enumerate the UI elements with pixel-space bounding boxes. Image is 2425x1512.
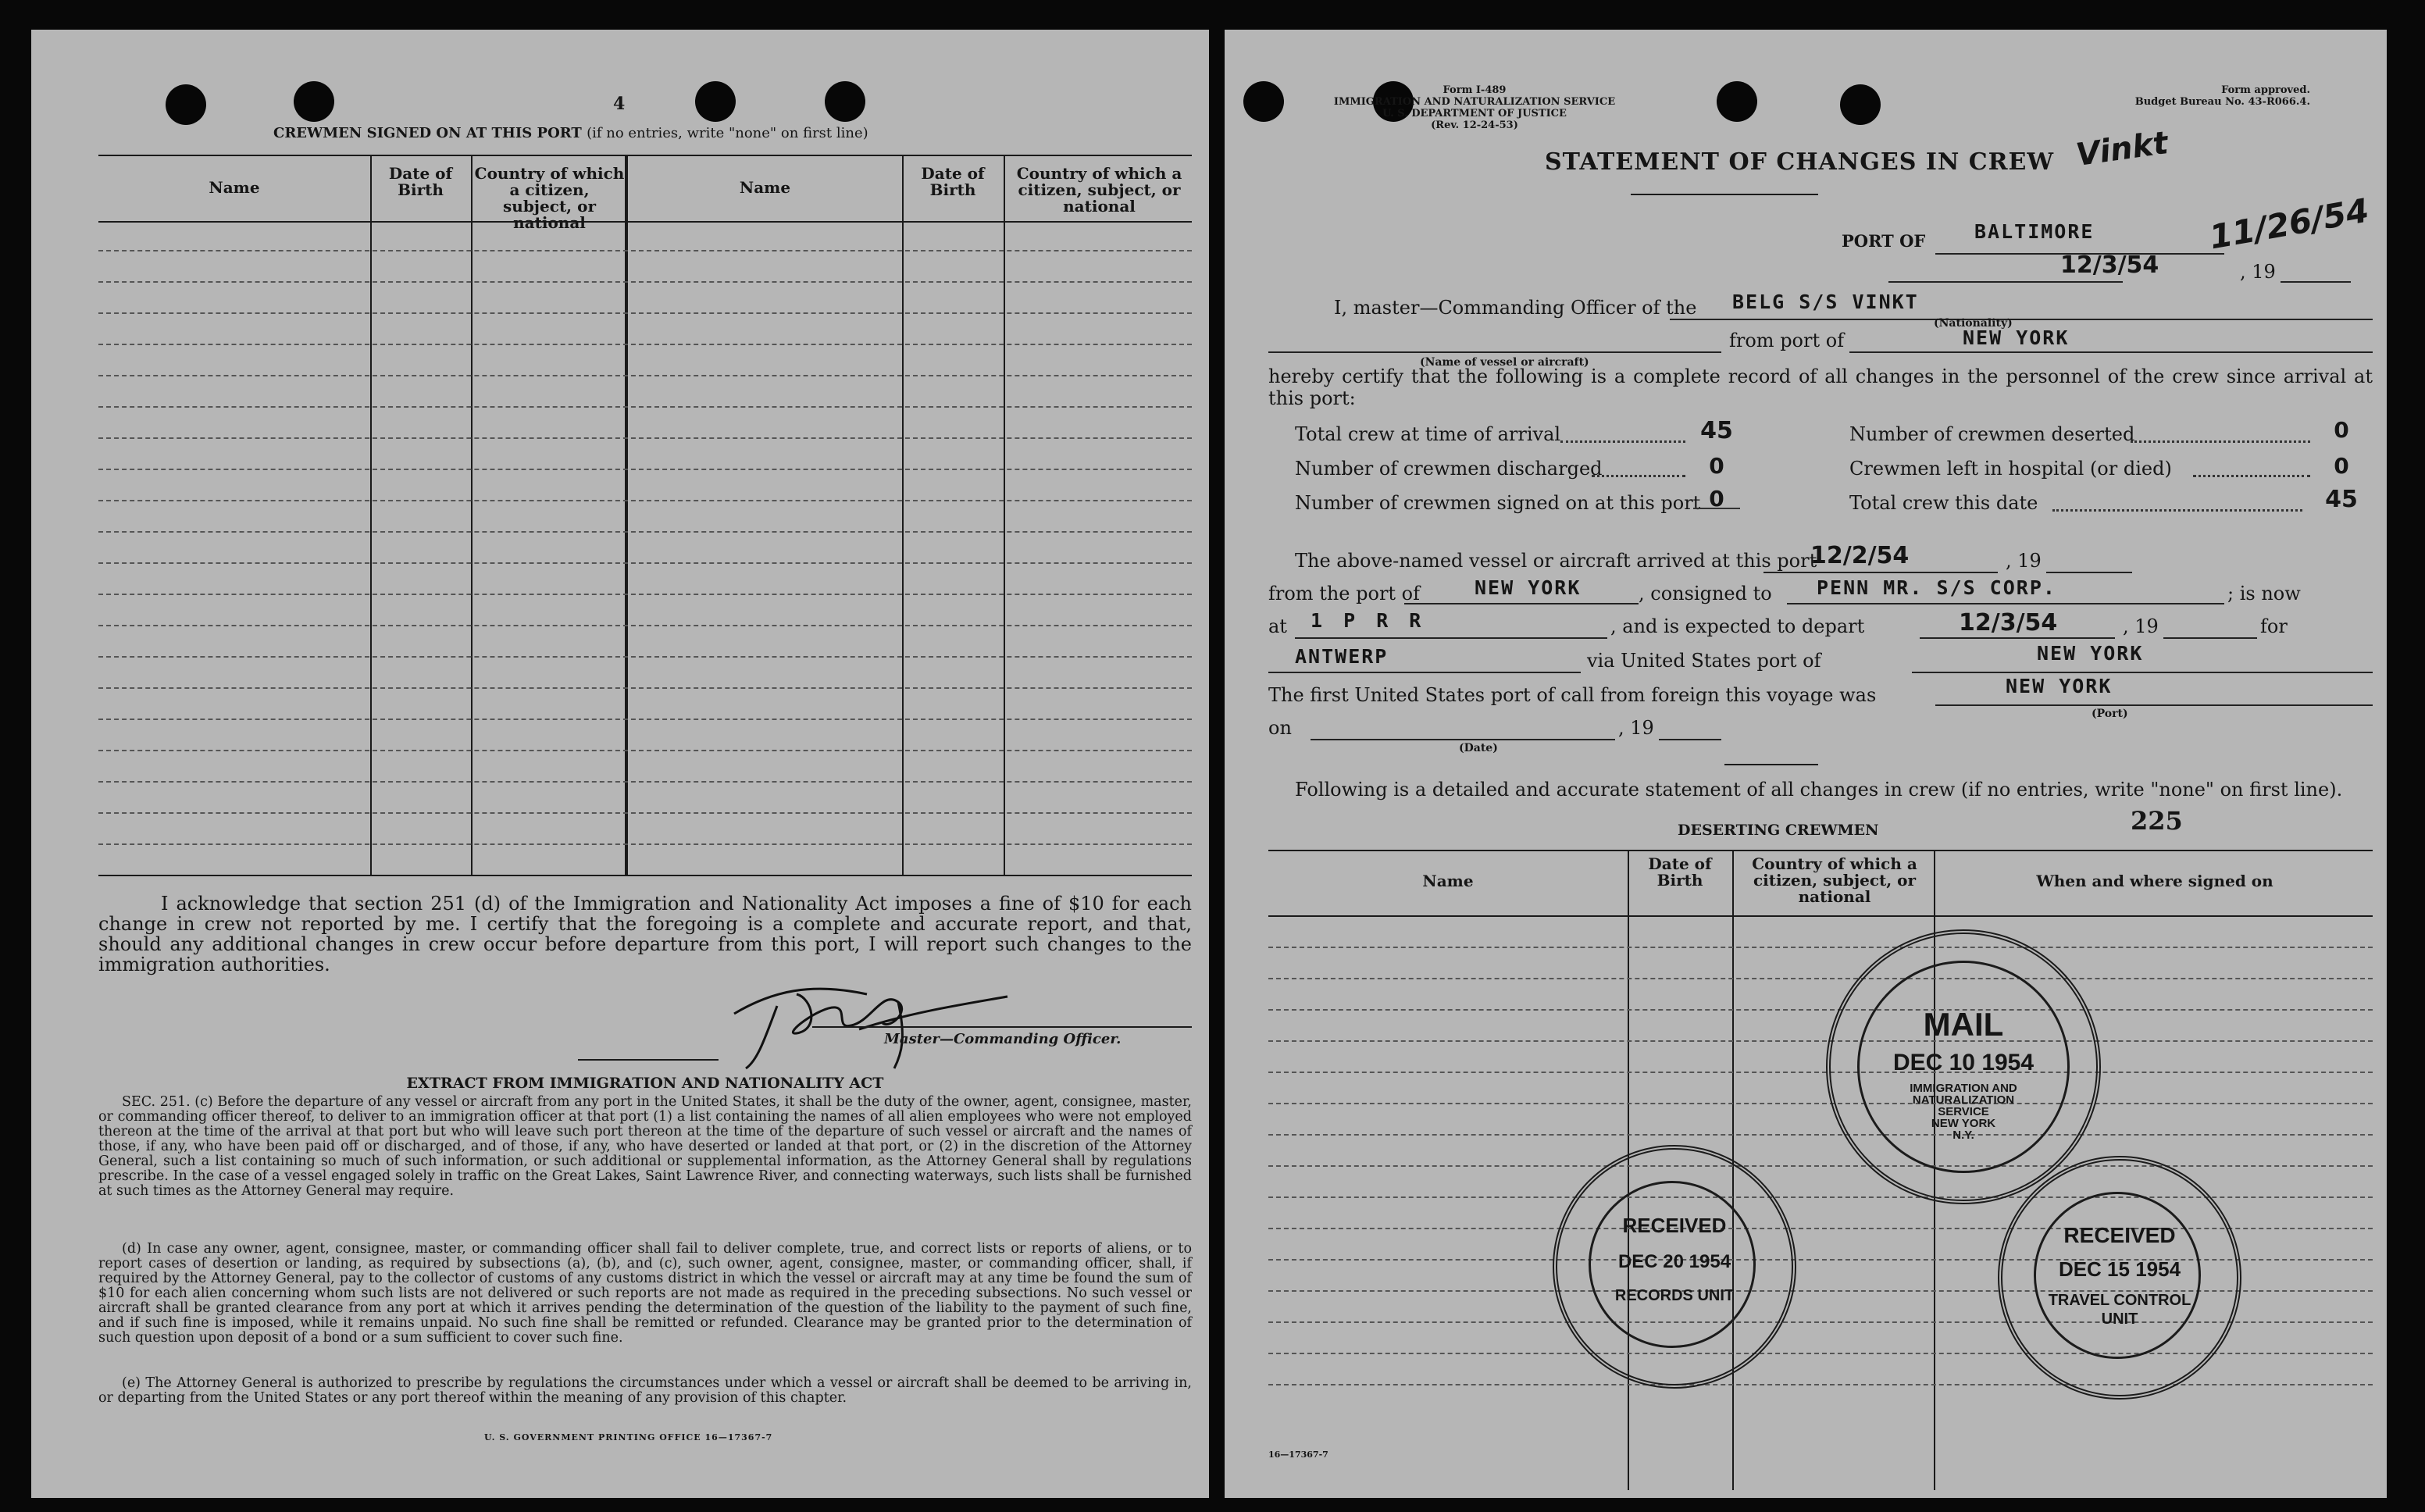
table-row [98, 344, 1192, 345]
table-row [1268, 1384, 2373, 1385]
date-caption: (Date) [1459, 742, 1498, 754]
deserting-title: DESERTING CREWMEN [1678, 822, 1879, 839]
from-the-port-label: from the port of [1268, 583, 1421, 604]
first-port-underline [1935, 704, 2373, 706]
punch-hole [166, 84, 206, 125]
total-label: Number of crewmen deserted [1849, 423, 2135, 445]
revision: (Rev. 12-24-53) [1431, 119, 1518, 131]
stamp-title: MAIL [1923, 1006, 2004, 1043]
extract-paragraph: (d) In case any owner, agent, consignee, master, or commanding officer shall fail to deliver complete, true, and correct lists or reports of aliens, or to report cases of desertion or landing, as required by subsections (a), (b), and (c), such owner, agent, consignee, master, or commanding officer, shall, if required by the Attorney General, pay to the collector of customs of any customs district in which the vessel or aircraft may at any time be found the sum of $10 for each alien concerning whom such lists are not delivered or such reports are not made as required in the preceding subsections. No such vessel or aircraft shall be granted clearance from any port at which it arrives pending the determination of the question of the liability to the payment of such fine, and if such fine is imposed, while it remains unpaid. No such fine shall be remitted or refunded. Clearance may be granted prior to the determination of such question upon deposit of a bond or a sum sufficient to cover such fine. [98, 1241, 1192, 1346]
table-border [98, 221, 1192, 223]
table-row [98, 656, 1192, 658]
table-row [98, 312, 1192, 314]
on-underline [1311, 739, 1615, 740]
table-row [98, 594, 1192, 595]
table-divider [902, 155, 904, 875]
title-underline [1631, 194, 1818, 195]
first-port-value: NEW YORK [2006, 675, 2113, 697]
for-value: ANTWERP [1295, 645, 1389, 668]
form-header [1271, 84, 1678, 131]
depart-underline [1920, 637, 2115, 639]
year-underline [1659, 739, 1721, 740]
approval-line: Form approved. [2221, 84, 2310, 96]
table-border [98, 155, 1192, 156]
column-header-birth: Date of Birth [388, 164, 453, 199]
table-border [98, 875, 1192, 876]
certify-text: hereby certify that the following is a complete record of all changes in the personnel of the crew since arrival at this port: [1268, 366, 2373, 409]
table-row [98, 719, 1192, 720]
table-row [98, 375, 1192, 376]
table-row [98, 250, 1192, 251]
via-label: via United States port of [1587, 650, 1821, 672]
handwritten-name: Vinkt [2074, 125, 2170, 173]
column-header-country: Country of which a citizen, subject, or national [1016, 164, 1182, 216]
table-divider [625, 155, 628, 875]
column-header-birth: Date of Birth [921, 164, 985, 199]
punch-hole [1840, 84, 1881, 125]
total-value: 0 [2334, 453, 2349, 479]
total-label: Crewmen left in hospital (or died) [1849, 458, 2172, 480]
table-row [98, 843, 1192, 845]
date-value: 12/3/54 [2060, 251, 2159, 279]
vessel-underline [1670, 319, 2373, 320]
consigned-label: , consigned to [1639, 583, 1772, 604]
first-port-label: The first United States port of call from foreign this voyage was [1268, 684, 1877, 706]
table-row [98, 281, 1192, 283]
stamp-line: IMMIGRATION AND [1910, 1082, 2017, 1095]
column-header-country: Country of which a citizen, subject, or national [474, 164, 625, 232]
consigned-underline [1787, 603, 2224, 604]
via-underline [1912, 672, 2373, 673]
total-label: Total crew at time of arrival [1295, 423, 1561, 445]
section-heading [273, 125, 868, 141]
stamp-date: DEC 20 1954 [1617, 1251, 1731, 1272]
table-divider [471, 155, 473, 875]
stamp-date: DEC 10 1954 [1892, 1050, 2035, 1075]
column-header-signed-on: When and where signed on [2036, 872, 2273, 890]
right-page [1225, 30, 2387, 1498]
table-row [98, 531, 1192, 533]
stamp-date: DEC 15 1954 [2058, 1257, 2181, 1281]
from-the-port-value: NEW YORK [1475, 576, 1582, 599]
table-row [1268, 1009, 2373, 1011]
extract-paragraph: SEC. 251. (c) Before the departure of any vessel or aircraft from any port in the United States, it shall be the duty of the owner, agent, consignee, master, or commanding officer thereof, to deliver to an immigration officer at that port (1) a list containing the names of all alien employees who were not employed thereon at the time of the arrival at that port but who will leave such port thereon at the time of the departure of such vessel or aircraft and the names of those, if any, who have been paid off or discharged, and of those, if any, who have deserted or landed at that port, or (2) in the discretion of the Attorney General, such a list containing so much of such information, or such additional or supplemental information, as the Attorney General shall by regulations prescribe. In the case of a vessel engaged solely in traffic on the Great Lakes, Saint Lawrence River, and connecting waterways, such lists shall be furnished at such times as the Attorney General may require. [98, 1094, 1192, 1199]
from-port-value: NEW YORK [1963, 326, 2070, 349]
year-underline [2163, 637, 2257, 639]
table-row [98, 500, 1192, 501]
total-value: 0 [2334, 417, 2349, 443]
is-now-label: ; is now [2227, 583, 2301, 604]
date-suffix: , 19 [2240, 261, 2276, 283]
for-label: for [2260, 615, 2288, 637]
divider [578, 1059, 719, 1061]
vessel-value: BELG S/S VINKT [1732, 291, 1919, 313]
stamp-unit: UNIT [2101, 1311, 2138, 1328]
table-row [1268, 1072, 2373, 1073]
at-value: 1 P R R [1311, 609, 1426, 632]
from-the-port-underline [1404, 603, 1639, 604]
table-row [98, 687, 1192, 689]
extract-paragraph: (e) The Attorney General is authorized to prescribe by regulations the circumstances under which a vessel or aircraft shall be deemed to be arriving in, or departing from the United States or any port thereof within the meaning of any provision of this chapter. [98, 1375, 1192, 1406]
stamp-line: N.Y. [1952, 1129, 1974, 1142]
total-value: 0 [1709, 486, 1724, 512]
form-number: Form I-489 [1443, 84, 1507, 96]
arrived-underline [1763, 572, 1998, 573]
table-row [98, 406, 1192, 408]
total-value: 0 [1709, 453, 1724, 479]
nationality-caption: (Nationality) [1934, 317, 2013, 330]
port-label: PORT OF [1842, 231, 1926, 251]
stamp-unit: TRAVEL CONTROL [2048, 1292, 2191, 1309]
agency-name: IMMIGRATION AND NATURALIZATION SERVICE [1333, 96, 1616, 108]
acknowledgment-text: I acknowledge that section 251 (d) of the Immigration and Nationality Act imposes a fine of $10 for each change in crew not reported by me. I certify that the foregoing is a complete and accurate report, and that, should any additional changes in crew occur before departure from this port, I will report such changes to the immigration authorities. [98, 893, 1192, 975]
handwritten-date: 11/26/54 [2206, 191, 2372, 257]
table-row [98, 781, 1192, 783]
printer-line: U. S. GOVERNMENT PRINTING OFFICE 16—17367-7 [484, 1432, 773, 1442]
year-prefix: , 19 [2123, 615, 2159, 637]
leader-dots [2131, 425, 2310, 443]
table-divider [1004, 155, 1005, 875]
extract-title: EXTRACT FROM IMMIGRATION AND NATIONALITY ACT [406, 1075, 884, 1092]
via-value: NEW YORK [2037, 642, 2144, 665]
table-row [98, 625, 1192, 626]
table-border [1268, 850, 2373, 851]
from-port-label: from port of [1729, 330, 1845, 351]
column-header-birth: Date of Birth [1648, 854, 1712, 890]
table-row [1268, 947, 2373, 948]
divider [1724, 764, 1818, 765]
section-title: CREWMEN SIGNED ON AT THIS PORT [273, 125, 582, 141]
expected-label: , and is expected to depart [1610, 615, 1865, 637]
table-row [98, 750, 1192, 751]
date-underline [1888, 281, 2123, 283]
travel-control-stamp [1998, 1156, 2241, 1400]
department-name: U. S. DEPARTMENT OF JUSTICE [1382, 108, 1567, 119]
following-text: Following is a detailed and accurate statement of all changes in crew (if no entries, write "none" on first line). [1295, 779, 2343, 801]
stamp-line: NEW YORK [1931, 1117, 1996, 1130]
year-underline [2046, 572, 2132, 573]
table-row [1268, 978, 2373, 979]
master-signature [703, 959, 1031, 1076]
printer-line: 16—17367-7 [1268, 1450, 1328, 1460]
table-row [1268, 1165, 2373, 1167]
budget-number: Budget Bureau No. 43-R066.4. [2134, 96, 2310, 108]
total-label: Total crew this date [1849, 492, 2038, 514]
total-label: Number of crewmen discharged [1295, 458, 1603, 480]
file-number: 225 [2131, 806, 2183, 836]
year-prefix: , 19 [1618, 717, 1654, 739]
for-underline [1268, 672, 1581, 673]
column-header-name: Name [1422, 872, 1474, 890]
table-row [1268, 1103, 2373, 1104]
table-row [1268, 1040, 2373, 1042]
stamp-unit: RECORDS UNIT [1614, 1287, 1735, 1304]
total-value: 45 [1700, 417, 1733, 444]
punch-hole [294, 81, 334, 122]
vessel-name-underline [1268, 351, 1721, 353]
column-header-country: Country of which a citizen, subject, or national [1752, 854, 1917, 906]
form-title: STATEMENT OF CHANGES IN CREW [1545, 148, 2055, 176]
consigned-value: PENN MR. S/S CORP. [1817, 576, 2056, 599]
depart-value: 12/3/54 [1959, 609, 2058, 637]
approval-block [2084, 84, 2310, 108]
at-underline [1295, 637, 1607, 639]
table-row [98, 562, 1192, 564]
section-note: (if no entries, write "none" on first line) [587, 125, 868, 141]
on-label: on [1268, 717, 1292, 739]
signature-label: Master—Commanding Officer. [884, 1031, 1122, 1047]
arrived-value: 12/2/54 [1810, 542, 1910, 569]
column-header-name: Name [739, 178, 791, 197]
stamp-title: RECEIVED [2063, 1223, 2176, 1247]
date-year-underline [2281, 281, 2351, 283]
leader-dots [2193, 459, 2310, 477]
port-value: BALTIMORE [1974, 220, 2095, 243]
table-row [1268, 1134, 2373, 1136]
leader-dots [2052, 494, 2302, 512]
mail-stamp [1826, 929, 2101, 1204]
arrived-label: The above-named vessel or aircraft arrived at this port [1295, 550, 1817, 572]
from-port-underline [1849, 351, 2373, 353]
master-label: I, master—Commanding Officer of the [1334, 297, 1697, 319]
table-row [98, 437, 1192, 439]
stamp-agency [1831, 1082, 2096, 1141]
total-label: Number of crewmen signed on at this port [1295, 492, 1701, 514]
column-header-name: Name [209, 178, 260, 197]
stamp-title: RECEIVED [1622, 1214, 1727, 1237]
left-page [31, 30, 1209, 1498]
punch-hole [1717, 81, 1757, 122]
table-border [1268, 915, 2373, 917]
leader-dots [1560, 425, 1685, 443]
table-row [98, 469, 1192, 470]
table-divider [370, 155, 372, 875]
year-prefix: , 19 [2006, 550, 2042, 572]
stamp-line: SERVICE [1938, 1105, 1989, 1118]
at-label: at [1268, 615, 1287, 637]
leader-dots [1592, 459, 1685, 477]
records-stamp [1553, 1145, 1796, 1389]
port-caption: (Port) [2092, 708, 2128, 720]
vessel-caption: (Name of vessel or aircraft) [1420, 356, 1589, 369]
page-number: 4 [613, 94, 626, 114]
punch-hole [825, 81, 865, 122]
signature-line [812, 1026, 1192, 1028]
table-row [98, 812, 1192, 814]
stamp-line: NATURALIZATION [1912, 1093, 2015, 1107]
total-value: 45 [2325, 486, 2358, 513]
punch-hole [695, 81, 736, 122]
